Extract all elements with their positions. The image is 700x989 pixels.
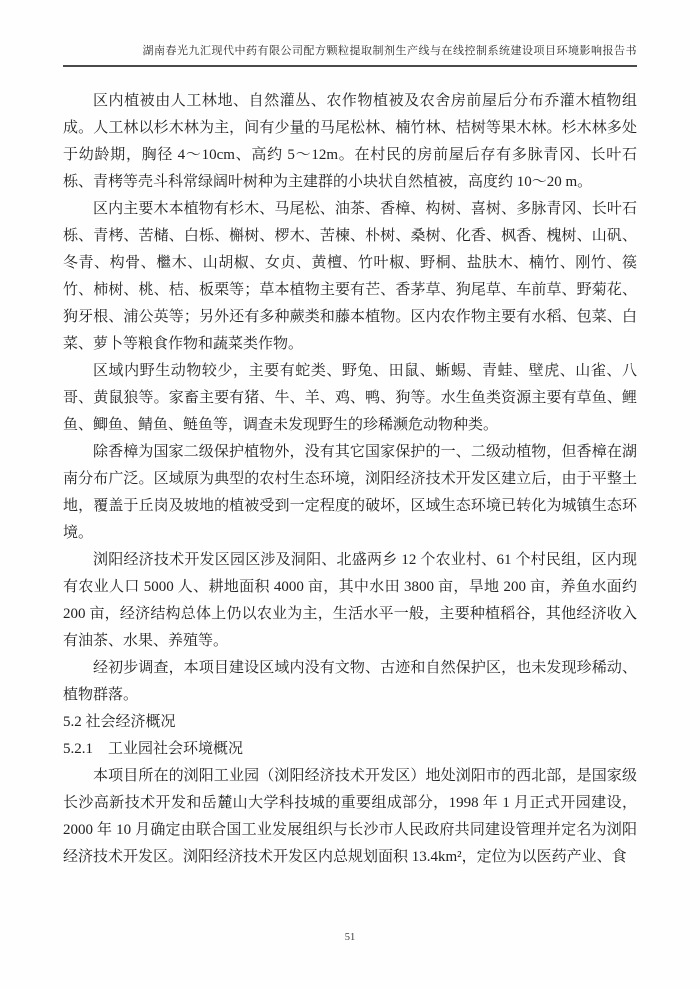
page-number: 51 — [344, 932, 356, 943]
section-heading-5-2: 5.2 社会经济概况 — [63, 714, 176, 730]
paragraph-agriculture-economy: 浏阳经济技术开发区园区涉及洞阳、北盛两乡 12 个农业村、61 个村民组，区内现有农业人口 5000 人、耕地面积 4000 亩，其中水田 3800 亩，旱地 200 亩，养鱼水面约 200 亩，经济结构总体上仍以农业为主，生活水平一般，主要种植稻谷，其他经济收入有油茶、水果、养殖等。 — [63, 552, 637, 649]
page-footer — [0, 932, 700, 943]
paragraph-vegetation-overview: 区内植被由人工林地、自然灌丛、农作物植被及农舍房前屋后分布乔灌木植物组成。人工林以杉木林为主，间有少量的马尾松林、楠竹林、桔树等果木林。杉木林多处于幼龄期，胸径 4～10cm、高约 5～12m。在村民的房前屋后存有多脉青冈、长叶石栎、青栲等壳斗科常绿阔叶树种为主建群的小块状自然植被，高度约 10～20 m。 — [63, 93, 637, 190]
header-rule — [63, 65, 637, 67]
paragraph-survey-conclusion: 经初步调查，本项目建设区域内没有文物、古迹和自然保护区，也未发现珍稀动、植物群落。 — [63, 660, 637, 703]
header-title: 湖南春光九汇现代中药有限公司配方颗粒提取制剂生产线与在线控制系统建设项目环境影响报告书 — [142, 45, 637, 57]
paragraph-plant-species: 区内主要木本植物有杉木、马尾松、油茶、香樟、构树、喜树、多脉青冈、长叶石栎、青栲、苦槠、白栎、槲树、椤木、苦楝、朴树、桑树、化香、枫香、槐树、山矾、冬青、构骨、檵木、山胡椒、女贞、黄檀、竹叶椒、野桐、盐肤木、楠竹、刚竹、篌竹、柿树、桃、桔、板栗等；草本植物主要有芒、香茅草、狗尾草、车前草、野菊花、狗牙根、浦公英等；另外还有多种蕨类和藤本植物。区内农作物主要有水稻、包菜、白菜、萝卜等粮食作物和蔬菜类作物。 — [63, 201, 637, 352]
document-body — [63, 88, 637, 871]
paragraph-wildlife: 区域内野生动物较少，主要有蛇类、野兔、田鼠、蜥蜴、青蛙、壁虎、山雀、八哥、黄鼠狼等。家畜主要有猪、牛、羊、鸡、鸭、狗等。水生鱼类资源主要有草鱼、鲤鱼、鲫鱼、鲭鱼、鲢鱼等，调查未发现野生的珍稀濒危动物种类。 — [63, 363, 637, 433]
paragraph-protected-species: 除香樟为国家二级保护植物外，没有其它国家保护的一、二级动植物，但香樟在湖南分布广泛。区域原为典型的农村生态环境，浏阳经济技术开发区建立后，由于平整土地，覆盖于丘岗及坡地的植被受到一定程度的破坏，区域生态环境已转化为城镇生态环境。 — [63, 444, 637, 541]
paragraph-industrial-park-overview: 本项目所在的浏阳工业园（浏阳经济技术开发区）地处浏阳市的西北部，是国家级长沙高新技术开发和岳麓山大学科技城的重要组成部分，1998 年 1 月正式开园建设，2000 年 10 月确定由联合国工业发展组织与长沙市人民政府共同建设管理并定名为浏阳经济技术开发区。浏阳经济技术开发区内总规划面积 13.4km²，定位为以医药产业、食 — [63, 768, 637, 865]
section-heading-5-2-1: 5.2.1 工业园社会环境概况 — [63, 741, 244, 757]
page-header — [63, 0, 637, 67]
